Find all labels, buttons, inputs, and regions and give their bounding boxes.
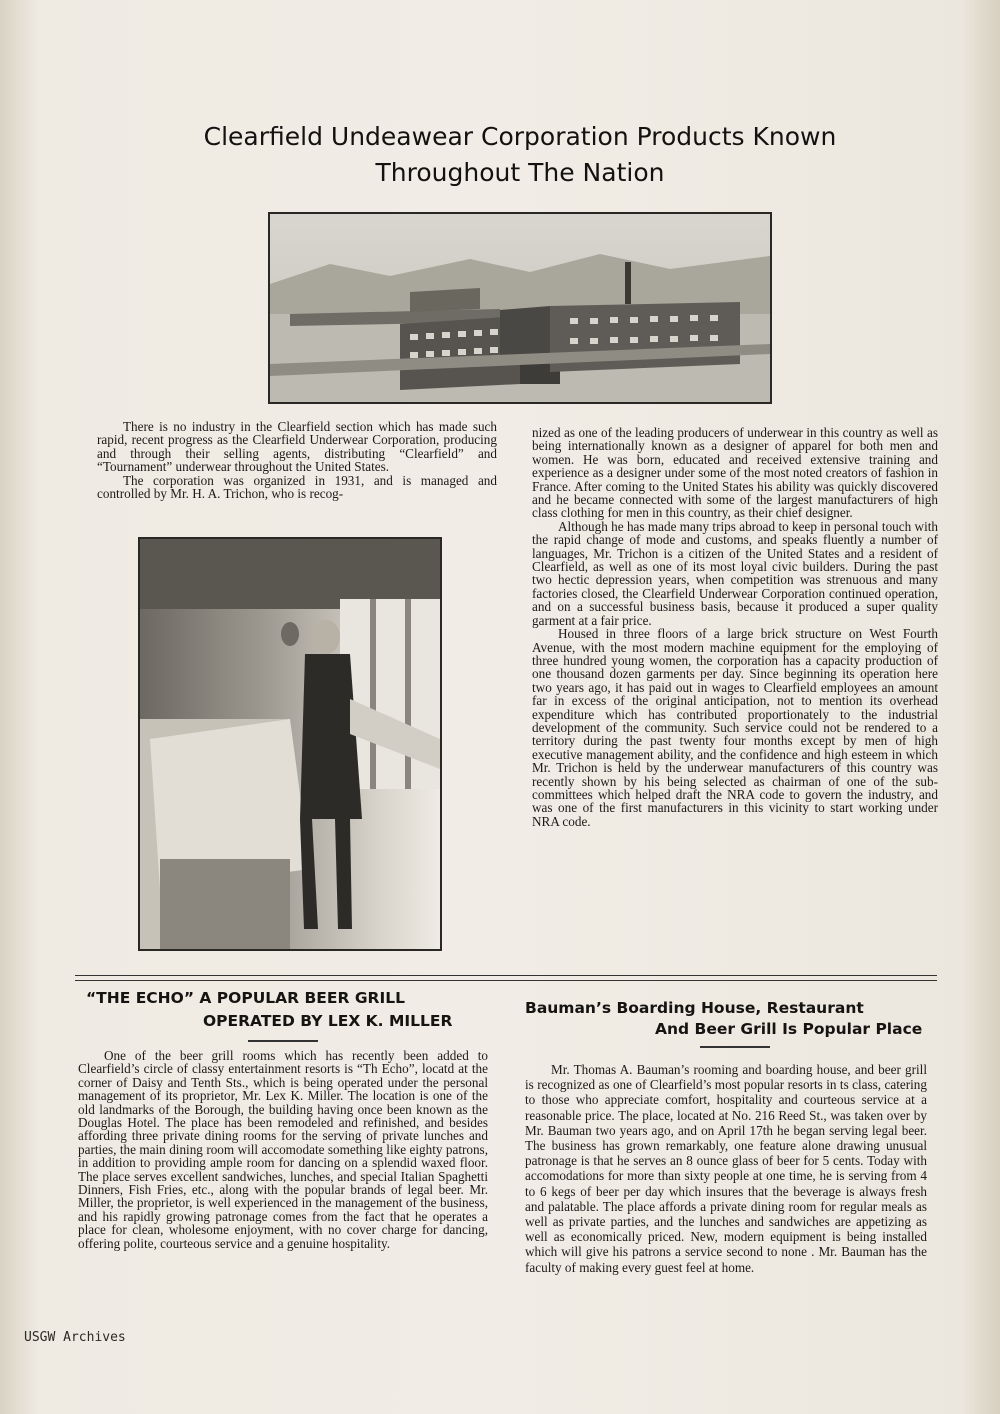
factory-illustration bbox=[268, 212, 772, 404]
factory-drawing bbox=[270, 214, 770, 402]
article-paragraph: Housed in three floors of a large brick structure on West Fourth Avenue, with the most modern machine equipment for the employing of three hundred young women, the corporation has a capacity production of one thousand dozen garments per day. Since beginning its operation here two years ago, it has paid out in wages to Clearfield employees an amount far in excess of the original anticipation, not to mention its overhead expenditure which has contributed proportionately to the industrial development of the community. Such service could not be rendered to a territory during the past twenty four months except by men of high executive management ability, and the confidence and high esteem in which Mr. Trichon is held by the underwear manufacturers of this country was recently shown by his being selected as chairman of one of the sub-committees which helped draft the NRA code to govern the industry, and was one of the first manufacturers in this vicinity to start working under NRA code. bbox=[532, 626, 938, 829]
echo-article-body bbox=[78, 1049, 488, 1250]
article-paragraph: There is no industry in the Clearfield section which has made such rapid, recent progress as the Clearfield Underwear Corporation, producing and through their selling agents, distributing “Clearfield” and “Tournament” underwear throughout the United States. bbox=[97, 419, 497, 475]
echo-headline-line-1: “THE ECHO” A POPULAR BEER GRILL bbox=[86, 989, 405, 1007]
echo-headline-rule bbox=[248, 1040, 318, 1042]
bauman-article-body bbox=[525, 1062, 927, 1275]
bauman-paragraph: Mr. Thomas A. Bauman’s rooming and boarding house, and beer grill is recognized as one of Clearfield’s most popular resorts in ts class, catering to those who appreciate comfort, hospitality and courteous service at a reasonable price. The place, located at No. 216 Reed St., was taken over by Mr. Bauman two years ago, and on April 17th he began serving legal beer. The business has grown remarkably, one feature alone drawing unusual patronage is that he serves an 8 ounce glass of beer for 5 cents. Today with accomodations for more than sixty people at one time, he is serving from 4 to 6 kegs of beer per day which insures that the beverage is always fresh and palatable. The place affords a private dining room for regular meals as well as private parties, and the lunches and sandwiches are appetizing as well as economically priced. New, modern equipment is being installed which will give his patrons a service second to none . Mr. Bauman has the faculty of making every guest feel at home. bbox=[525, 1062, 927, 1275]
article-title-line-1: Clearfield Undeawear Corporation Products Known bbox=[203, 122, 837, 151]
office-scene bbox=[140, 539, 440, 949]
office-photo bbox=[138, 537, 442, 951]
section-divider bbox=[75, 975, 937, 981]
article-paragraph: The corporation was organized in 1931, and is managed and controlled by Mr. H. A. Trichon, who is recog- bbox=[97, 472, 497, 502]
echo-paragraph: One of the beer grill rooms which has recently been added to Clearfield’s circle of classy entertainment resorts is “Th Echo”, locatd at the corner of Daisy and Tenth Sts., which is being operated under the personal management of its proprietor, Mr. Lex K. Miller. The location is one of the old landmarks of the Borough, the building having once been known as the Douglas Hotel. The place has been remodeled and refinished, and besides affording three private dining rooms for the serving of private lunches and parties, the main dining room will accomodate something like eighty patrons, in addition to providing ample room for dancing on a splendid waxed floor. The place serves excellent sandwiches, lunches, and special Italian Spaghetti Dinners, Fish Fries, etc., along with the popular brands of legal beer. Mr. Miller, the proprietor, is well experienced in the management of the business, and his rapidly growing patronage comes from the fact that he operates a place for clean, wholesome enjoyment, with no cover charge for dancing, offering polite, courteous service and a genuine hospitality. bbox=[78, 1048, 488, 1251]
echo-headline-line-2: OPERATED BY LEX K. MILLER bbox=[203, 1012, 453, 1030]
article-column-2 bbox=[532, 426, 938, 828]
article-column-1 bbox=[97, 420, 497, 500]
bauman-headline-line-2: And Beer Grill Is Popular Place bbox=[655, 1020, 923, 1038]
article-paragraph: nized as one of the leading producers of underwear in this country as well as being internationally known as a designer of apparel for both men and women. He was born, educated and received extensive training and experience as a designer under some of the most noted creators of fashion in France. After coming to the United States his ability was quickly discovered and he became connected with some of the largest manufacturers of high class clothing for men in this country, as their chief designer. bbox=[532, 425, 938, 521]
article-title-line-2: Throughout The Nation bbox=[375, 158, 665, 187]
bauman-headline-rule bbox=[700, 1046, 770, 1048]
article-paragraph: Although he has made many trips abroad to keep in personal touch with the rapid change of mode and customs, and speaks fluently a number of languages, Mr. Trichon is a citizen of the United States and a resident of Clearfield, as well as one of its most loyal civic builders. During the past two hectic depression years, when competition was strenuous and many factories closed, the Clearfield Underwear Corporation continued operation, and on a successful business basis, because it produced a super quality garment at a fair price. bbox=[532, 518, 938, 628]
bauman-headline-line-1: Bauman’s Boarding House, Restaurant bbox=[525, 999, 864, 1017]
archive-watermark: USGW Archives bbox=[24, 1330, 126, 1345]
